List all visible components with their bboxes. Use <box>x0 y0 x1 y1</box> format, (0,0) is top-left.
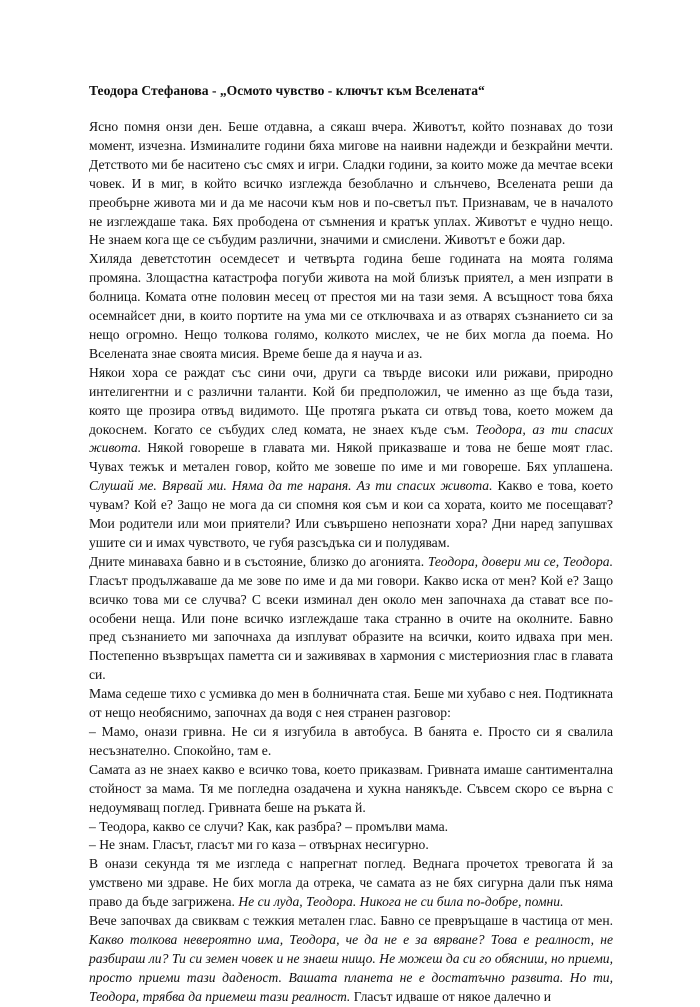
document-body <box>89 118 613 1007</box>
document-title: Теодора Стефанова - „Осмото чувство - ключът към Вселената“ <box>89 83 485 98</box>
paragraph-3 <box>89 364 613 553</box>
paragraph-7 <box>89 855 613 912</box>
paragraph-8-text-c: Гласът идваше от някое далечно и <box>350 988 552 1004</box>
paragraph-8 <box>89 912 613 1007</box>
voice-quote-5: Какво толкова невероятно има, Теодора, че да не е за вярване? Това е реалност, не разбираш ли? Ти си земен човек и не знаеш нищо. Не можеш да си го обясниш, но приеми, просто приеми тази даденост. Вашата планета не е достатъчно развита. Но ти, Теодора, трябва да приемеш тази реалност. <box>89 931 613 1004</box>
voice-quote-1: Теодора, аз ти спасих живота. <box>89 421 613 456</box>
paragraph-8-text-a: Вече започвах да свиквам с тежкия метален глас. Бавно се превръщаше в частица от мен. <box>89 913 613 929</box>
voice-quote-2: Слушай ме. Вярвай ми. Няма да те нараня. Аз ти спасих живота. <box>89 478 493 494</box>
paragraph-3-text-a: Някои хора се раждат със сини очи, други са твърде високи или рижави, природно интелигентни и с различни таланти. Кой би предположил, че именно аз ще бъда тази, която ще прозира отвъд видимото. Ще протягa ръката си отвъд това, което можем да докоснем. Когато се събудих след комата, не знаех къде съм. <box>89 364 613 437</box>
paragraph-5: Мама седеше тихо с усмивка до мен в болничната стая. Беше ми хубаво с нея. Подтикната от нещо необяснимо, започнах да водя с нея странен разговор: <box>89 686 613 721</box>
voice-quote-4: Не си луда, Теодора. Никога не си била по-добре, помни. <box>238 894 564 910</box>
paragraph-3-text-e: Какво е това, което чувам? Кой е? Защо не мога да си спомня коя съм и кои са хората, които ме посещават? Мои родители или мои приятели? Или съвършено непознати хора? Дни наред запушвах ушите си и имах чувството, че губя разсъдъка си и полудявам. <box>89 478 613 550</box>
dialogue-line-2: – Теодора, какво се случи? Как, как разбра? – промълви мама. <box>89 818 449 834</box>
voice-quote-3: Теодора, довери ми се, Теодора. <box>427 553 614 569</box>
paragraph-7-text-a: В онази секунда тя ме изгледа с напрегнат поглед. Веднага прочетох тревогата й за умствено ми здраве. Не бих могла да отрека, че самата аз не бях сигурна дали пък няма право да бъде загрижена. <box>89 856 613 910</box>
paragraph-6: Самата аз не знаех какво е всичко това, което приказвам. Гривната имаше сантиментална стойност за мама. Тя ме погледна озадачена и хукна нанякъде. Съвсем скоро се върна с недоумяващ поглед. Гривната беше на ръката й. <box>89 761 613 815</box>
paragraph-4-text-a: Дните минаваха бавно и в състояние, близко до агонията. <box>89 553 428 569</box>
dialogue-line-3: – Не знам. Гласът, гласът ми го каза – отвърнах несигурно. <box>89 837 429 853</box>
dialogue-line-1: – Мамо, онази гривна. Не си я изгубила в автобуса. В банята е. Просто си я свалила несъзнателно. Спокойно, там е. <box>89 724 613 758</box>
paragraph-1: Ясно помня онзи ден. Беше отдавна, а сякаш вчера. Животът, който познавах до този момент, изчезна. Изминалите години бяха мигове на наивни надежди и безкрайни мечти. Детството ми бе наситено със смях и игри. Сладки години, за които може да мечтае всеки човек. И в миг, в който всичко изглежда безоблачно и слънчево, Вселената реши да преобърне живота ми и да ме насочи към нов и по-светъл път. Признавам, че в началото не изглеждаше така. Бях прободена от съмнения и кратък уплах. Животът е чудно нещо. Не знаем кога ще се събудим различни, значими и смислени. Животът е божи дар. <box>89 119 613 248</box>
paragraph-3-text-c: Някой говореше в главата ми. Някой приказваше и това не беше моят глас. Чувах тежък и метален говор, който ме зовеше по име и ми говореше. Бях уплашена. <box>89 440 613 475</box>
paragraph-4-text-c: Гласът продължаваше да ме зове по име и да ми говори. Какво иска от мен? Кой е? Защо всичко това ми се случва? С всеки изминал ден около мен започнаха да стават все по-особени неща. Или поне всичко изглеждаше така странно в очите на околните. Бавно пред съзнанието ми започнаха да изплуват образите на всички, които идваха при мен. Постепенно възвръщах паметта си и заживявах в хармония с мистериозния глас в главата си. <box>89 572 613 683</box>
paragraph-4 <box>89 553 613 685</box>
paragraph-2: Хиляда деветстотин осемдесет и четвърта година беше годината на моята голяма промяна. Злощастна катастрофа погуби живота на мой близък приятел, а мен изпрати в болница. Комата отне половин месец от престоя ми на тази земя. А всъщност това бяха осемнайсет дни, в които портите на ума ми се отключваха и аз отварях съзнанието си за нещо огромно. Нещо толкова голямо, колкото мислех, че не бих могла да поема. Но Вселената знае своята мисия. Време беше да я науча и аз. <box>89 251 613 361</box>
